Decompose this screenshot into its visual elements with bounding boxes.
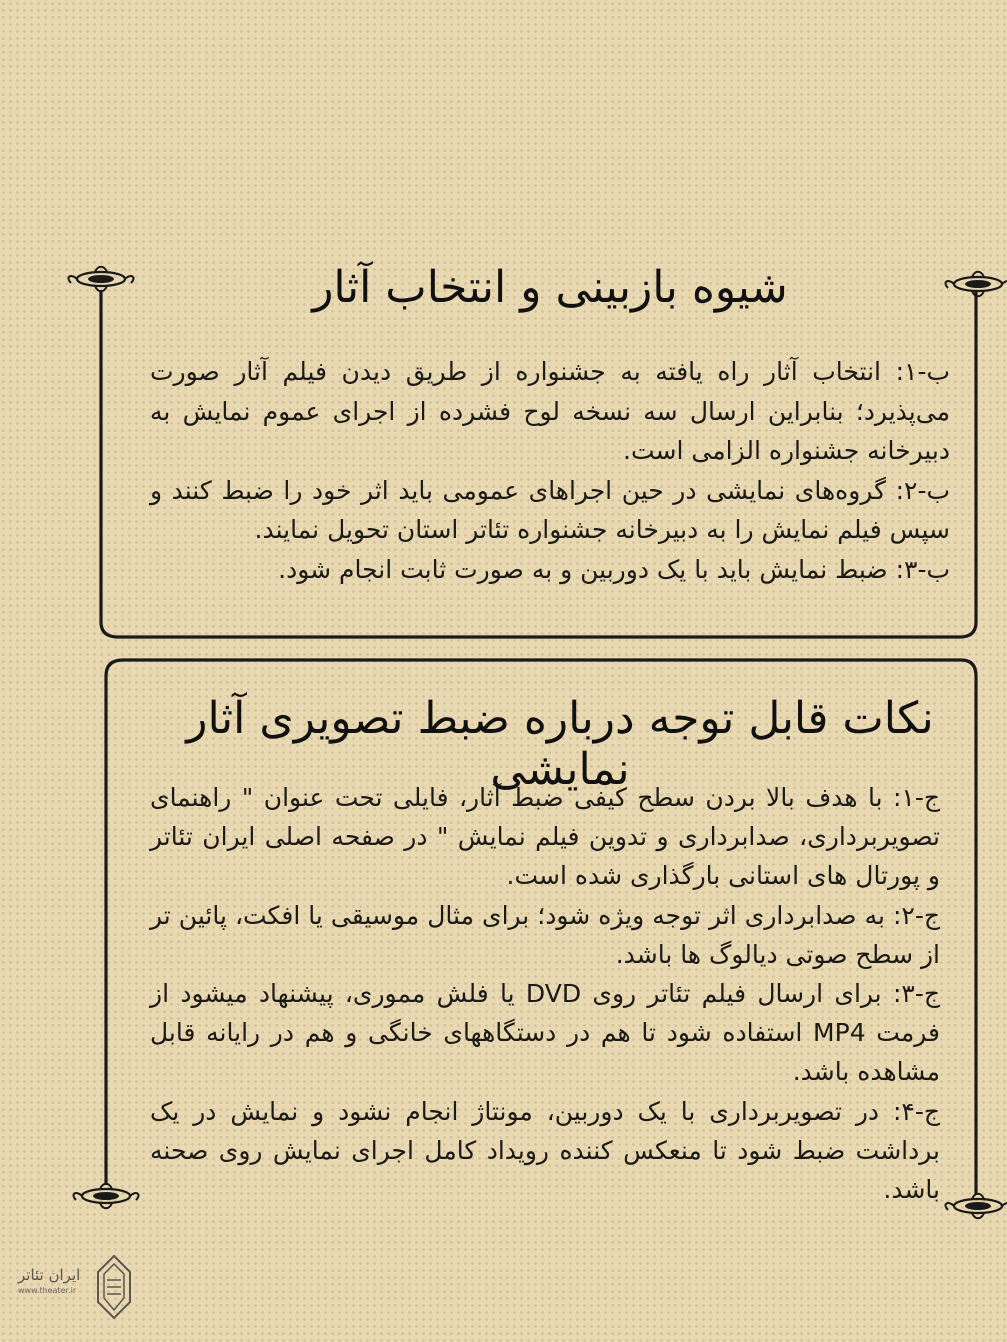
- theater-emblem-icon: [94, 1254, 134, 1320]
- paragraph-j3: ج-۳: برای ارسال فیلم تئاتر روی DVD یا فلش مموری، پیشنهاد میشود از فرمت MP4 استفاده شود تا هم در دستگاههای خانگی و هم در رایانه قابل مشاهده باشد.: [150, 979, 940, 1087]
- section-title-recording-notes: نکات قابل توجه درباره ضبط تصویری آثار نمایشی: [186, 693, 934, 795]
- logo-text: ایران تئاتر: [18, 1266, 81, 1284]
- logo-url: www.theater.ir: [18, 1286, 77, 1295]
- paragraph-j4: ج-۴: در تصویربرداری با یک دوربین، مونتاژ انجام نشود و نمایش در یک برداشت ضبط شود تا منعکس کننده رویداد کامل اجرای نمایش روی صحنه باشد.: [150, 1096, 940, 1205]
- paragraph-j2: ج-۲: به صدابرداری اثر توجه ویژه شود؛ برای مثال موسیقی یا افکت، پائین تر از سطح صوتی دیالوگ ها باشد.: [150, 900, 940, 969]
- iran-theater-logo: [8, 1248, 188, 1328]
- paragraph-b3: ب-۳: ضبط نمایش باید با یک دوربین و به صورت ثابت انجام شود.: [278, 554, 950, 584]
- review-paragraphs: [150, 352, 950, 589]
- paragraph-b2: ب-۲: گروه‌های نمایشی در حین اجراهای عمومی باید اثر خود را ضبط کنند و سپس فیلم نمایش را به دبیرخانه جشنواره تئاتر استان تحویل نمایند.: [150, 475, 950, 544]
- recording-notes-paragraphs: [150, 778, 940, 1209]
- section-title-review: شیوه بازبینی و انتخاب آثار: [312, 262, 788, 313]
- paragraph-b1: ب-۱: انتخاب آثار راه یافته به جشنواره از طریق دیدن فیلم آثار صورت می‌پذیرد؛ بنابراین ارسال سه نسخه لوح فشرده از اجرای عموم نمایش به دبیرخانه جشنواره الزامی است.: [150, 357, 950, 465]
- paragraph-j1: ج-۱: با هدف بالا بردن سطح کیفی ضبط آثار، فایلی تحت عنوان " راهنمای تصویربرداری، صدابرداری و تدوین فیلم نمایش " در صفحه اصلی ایران تئاتر و پورتال های استانی بارگذاری شده است.: [150, 783, 940, 891]
